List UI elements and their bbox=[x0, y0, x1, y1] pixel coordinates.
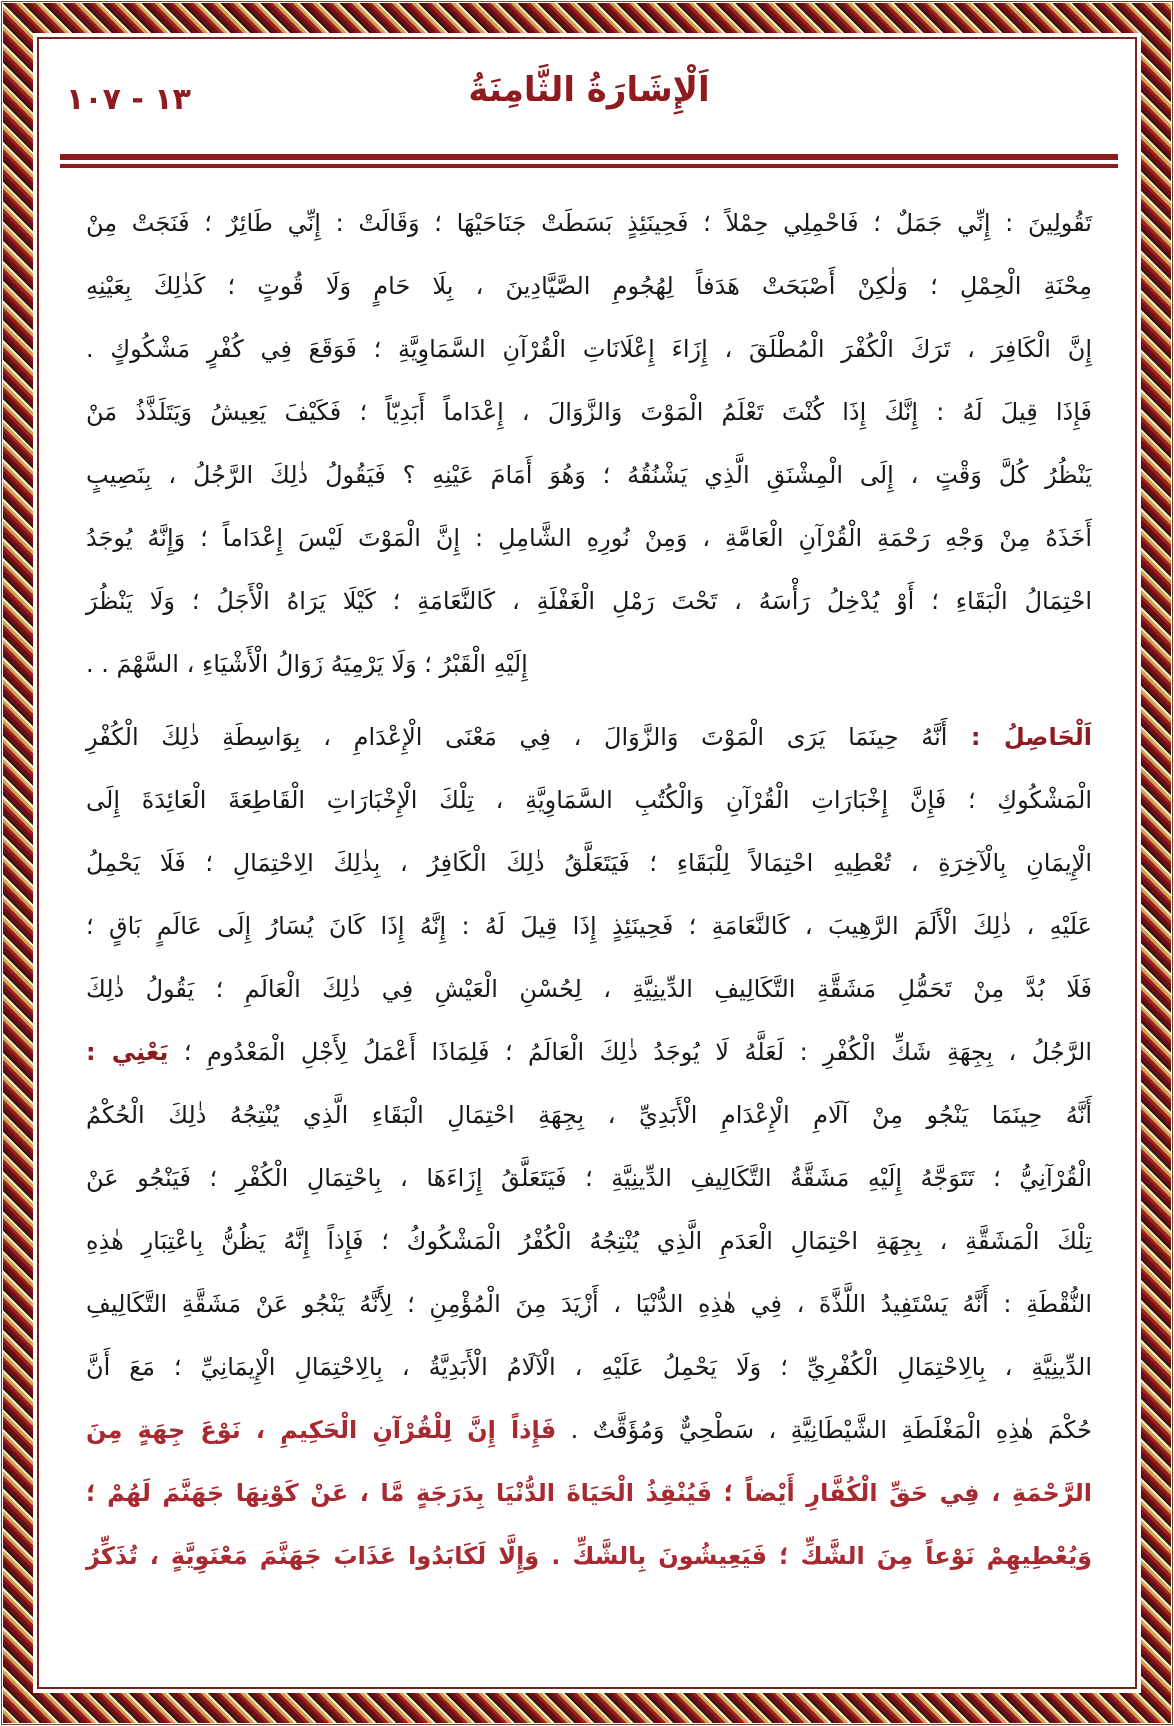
text-line bbox=[86, 318, 1092, 381]
text-line bbox=[86, 1525, 1092, 1588]
text-segment: عَلَيْهِ ، ذٰلِكَ الْأَلَمَ الرَّهِيبَ ، كَالنَّعَامَةِ ؛ فَحِينَئِذٍ إِذَا قِيلَ لَهُ : إِنَّهُ إِذَا كَانَ يُسَارُ إِلَى عَالَمٍ بَاقٍ ؛ bbox=[86, 912, 1092, 940]
text-segment: الدِّينِيَّةِ ، بِالِاحْتِمَالِ الْكُفْرِيِّ ؛ وَلَا يَحْمِلُ عَلَيْهِ ، الْآلَامُ الْأَبَدِيَّةُ ، بِالِاحْتِمَالِ الْإِيمَانِيِّ ؛ مَعَ أَنَّ bbox=[86, 1353, 1092, 1381]
text-segment: الْإِيمَانِ بِالْآخِرَةِ ، تُعْطِيهِ احْتِمَالاً لِلْبَقَاءِ ؛ فَيَتَعَلَّقُ ذٰلِكَ الْكَافِرُ ، بِذٰلِكَ الِاحْتِمَالِ ؛ فَلَا يَحْمِلُ bbox=[86, 849, 1092, 877]
page-header bbox=[60, 64, 1118, 142]
text-line bbox=[86, 1336, 1092, 1399]
body-lines bbox=[86, 192, 1092, 1588]
text-segment: فَلَا بُدَّ مِنْ تَحَمُّلِ مَشَقَّةِ التَّكَالِيفِ الدِّينِيَّةِ ، لِحُسْنِ الْعَيْشِ فِي ذٰلِكَ الْعَالَمِ ؛ يَقُولُ ذٰلِكَ bbox=[86, 975, 1092, 1003]
text-segment: أَنَّهُ حِينَمَا يَنْجُو مِنْ آلَامِ الْإِعْدَامِ الْأَبَدِيِّ ، بِجِهَةِ احْتِمَالِ الْبَقَاءِ الَّذِي يُنْتِجُهُ ذٰلِكَ الْحُكْمُ bbox=[86, 1101, 1092, 1129]
text-segment: يَنْظُرُ كُلَّ وَقْتٍ ، إِلَى الْمِشْنَقِ الَّذِي يَشْنُقُهُ ؛ وَهُوَ أَمَامَ عَيْنِهِ ؟ فَيَقُولُ ذٰلِكَ الرَّجُلُ ، بِنَصِيبٍ bbox=[86, 461, 1092, 489]
text-line bbox=[86, 1021, 1092, 1084]
text-line bbox=[86, 1210, 1092, 1273]
text-segment-red: يَعْنِي : bbox=[86, 1038, 169, 1066]
text-line bbox=[86, 895, 1092, 958]
text-segment-red: فَإِذاً إِنَّ لِلْقُرْآنِ الْحَكِيمِ ، نَوْعَ جِهَةٍ مِنَ bbox=[86, 1416, 557, 1444]
text-segment: الْمَشْكُوكِ ؛ فَإِنَّ إِخْبَارَاتِ الْقُرْآنِ وَالْكُتُبِ السَّمَاوِيَّةِ ، تِلْكَ الْإِخْبَارَاتِ الْقَاطِعَةَ الْعَائِدَةَ إِلَى bbox=[86, 786, 1092, 814]
text-line bbox=[86, 192, 1092, 255]
text-line bbox=[86, 769, 1092, 832]
page-content bbox=[60, 64, 1118, 1588]
text-line bbox=[86, 1273, 1092, 1336]
text-line bbox=[86, 1399, 1092, 1462]
text-segment-red: وَيُعْطِيهِمْ نَوْعاً مِنَ الشَّكِّ ؛ فَيَعِيشُونَ بِالشَّكِّ . وَإِلَّا لَكَابَدُوا عَذَابَ جَهَنَّمَ مَعْنَوِيَّةٍ ، تُذَكِّرُ bbox=[86, 1542, 1092, 1570]
text-segment: إِنَّ الْكَافِرَ ، تَرَكَ الْكُفْرَ الْمُطْلَقَ ، إِزَاءَ إِعْلَانَاتِ الْقُرْآنِ السَّمَاوِيَّةِ ؛ فَوَقَعَ فِي كُفْرٍ مَشْكُوكٍ . bbox=[86, 335, 1092, 363]
text-line bbox=[86, 507, 1092, 570]
text-segment: احْتِمَالُ الْبَقَاءِ ؛ أَوْ يُدْخِلُ رَأْسَهُ ، تَحْتَ رَمْلِ الْغَفْلَةِ ، كَالنَّعَامَةِ ؛ كَيْلَا يَرَاهُ الْأَجَلُ ؛ وَلَا يَنْظُرَ bbox=[86, 587, 1092, 615]
text-segment: تَقُولِينَ : إِنِّي جَمَلٌ ؛ فَاحْمِلِي حِمْلاً ؛ فَحِينَئِذٍ بَسَطَتْ جَنَاحَيْهَا ؛ وَقَالَتْ : إِنِّي طَائِرٌ ؛ فَنَجَتْ مِنْ bbox=[86, 209, 1092, 237]
text-segment: النُّقْطَةِ : أَنَّهُ يَسْتَفِيدُ اللَّذَّةَ ، فِي هٰذِهِ الدُّنْيَا ، أَزْيَدَ مِنَ الْمُؤْمِنِ ؛ لِأَنَّهُ يَنْجُو عَنْ مَشَقَّةِ التَّكَالِيفِ bbox=[86, 1290, 1092, 1318]
text-line bbox=[86, 1462, 1092, 1525]
text-segment: حُكْمَ هٰذِهِ الْمَغْلَطَةِ الشَّيْطَانِيَّةِ ، سَطْحِيٌّ وَمُؤَقَّتٌ . bbox=[556, 1416, 1093, 1444]
text-line bbox=[86, 1147, 1092, 1210]
text-segment: أَخَذَهُ مِنْ وَجْهِ رَحْمَةِ الْقُرْآنِ الْعَامَّةِ ، وَمِنْ نُورِهِ الشَّامِلِ : إِنَّ الْمَوْتَ لَيْسَ إِعْدَاماً ؛ وَإِنَّهُ يُوجَدُ bbox=[86, 524, 1092, 552]
text-segment: الرَّجُلُ ، بِجِهَةِ شَكِّ الْكُفْرِ : لَعَلَّهُ لَا يُوجَدُ ذٰلِكَ الْعَالَمُ ؛ فَلِمَاذَا أَعْمَلُ لِأَجْلِ الْمَعْدُومِ ؛ bbox=[168, 1038, 1092, 1066]
text-segment: مِحْنَةِ الْحِمْلِ ؛ وَلٰكِنْ أَصْبَحَتْ هَدَفاً لِهُجُومِ الصَّيَّادِينَ ، بِلَا حَامٍ وَلَا قُوتٍ ؛ كَذٰلِكَ بِعَيْنِهِ bbox=[86, 272, 1092, 300]
text-line bbox=[86, 255, 1092, 318]
text-line bbox=[86, 633, 1092, 696]
text-line bbox=[86, 832, 1092, 895]
page-title: اَلْإِشَارَةُ الثَّامِنَةُ bbox=[468, 70, 710, 110]
header-double-rule bbox=[60, 154, 1118, 168]
text-segment: فَإِذَا قِيلَ لَهُ : إِنَّكَ إِذَا كُنْتَ تَعْلَمُ الْمَوْتَ وَالزَّوَالَ ، إِعْدَاماً أَبَدِيّاً ؛ فَكَيْفَ يَعِيشُ وَيَتَلَذَّذُ مَنْ bbox=[86, 398, 1092, 426]
text-line bbox=[86, 381, 1092, 444]
text-line bbox=[86, 444, 1092, 507]
text-segment: تِلْكَ الْمَشَقَّةِ ، بِجِهَةِ احْتِمَالِ الْعَدَمِ الَّذِي يُنْتِجُهُ الْكُفْرُ الْمَشْكُوكُ ؛ فَإِذاً إِنَّهُ يَظُنُّ بِاعْتِبَارِ هٰذِهِ bbox=[86, 1227, 1092, 1255]
text-segment: الْقُرْآنِيُّ ؛ تَتَوَجَّهُ إِلَيْهِ مَشَقَّةُ التَّكَالِيفِ الدِّينِيَّةِ ؛ فَيَتَعَلَّقُ إِزَاءَهَا ، بِاحْتِمَالِ الْكُفْرِ ؛ فَيَنْجُو عَنْ bbox=[86, 1164, 1092, 1192]
text-line bbox=[86, 1084, 1092, 1147]
text-segment: إِلَيْهِ الْقَبْرُ ؛ وَلَا يَرْمِيَهُ زَوَالُ الْأَشْيَاءِ ، السَّهْمَ . . bbox=[86, 650, 528, 678]
text-line bbox=[86, 958, 1092, 1021]
text-segment-red: اَلْحَاصِلُ : bbox=[947, 723, 1092, 751]
text-segment: أَنَّهُ حِينَمَا يَرَى الْمَوْتَ وَالزَّوَالَ ، فِي مَعْنَى الْإِعْدَامِ ، بِوَاسِطَةِ ذٰلِكَ الْكُفْرِ bbox=[86, 723, 948, 751]
text-line bbox=[86, 706, 1092, 769]
page-number: ١٣ - ١٠٧ bbox=[66, 82, 191, 117]
text-segment-red: الرَّحْمَةِ ، فِي حَقِّ الْكُفَّارِ أَيْضاً ؛ فَيُنْقِذُ الْحَيَاةَ الدُّنْيَا بِدَرَجَةٍ مَّا ، عَنْ كَوْنِهَا جَهَنَّمَ لَهُمْ ؛ bbox=[86, 1479, 1092, 1507]
text-line bbox=[86, 570, 1092, 633]
